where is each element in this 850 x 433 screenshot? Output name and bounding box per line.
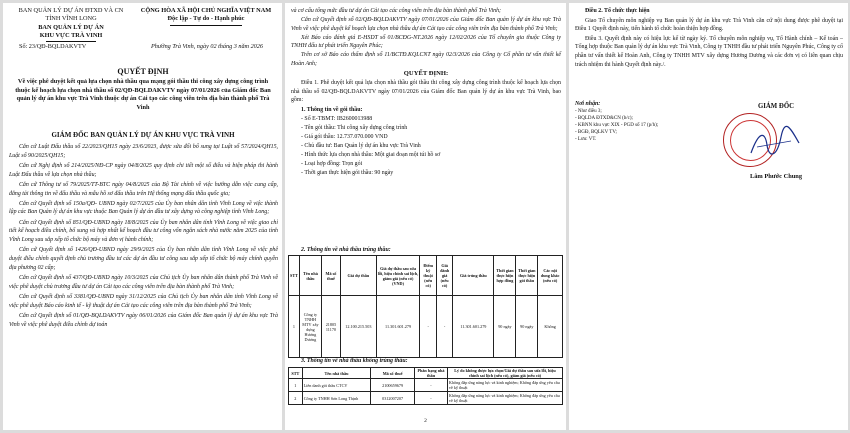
continued-paragraph: và cơ cấu tổng mức đầu tư dự án Cải tạo các công viên trên địa bàn thành phố Trà Vinh; <box>291 8 501 14</box>
table-header-cell: Tên nhà thầu <box>302 368 371 379</box>
bullet-item: - Chủ đầu tư: Ban Quản lý dự án khu vực Trà Vinh <box>301 142 421 149</box>
basis-paragraph: Trên cơ sở Báo cáo thẩm định số 11/BCTĐ.KQLCNT ngày 02/3/2026 của Công ty Cổ phần tư vấn thiết kế Hoàn Anh; <box>291 52 561 68</box>
table-row <box>289 379 563 392</box>
page3-body <box>575 7 843 70</box>
issuing-agency <box>7 7 135 42</box>
table-cell: 11.301.601.279 <box>453 296 494 358</box>
recipient-item: - BQLDA ĐTXD&CN (b/c); <box>575 116 633 121</box>
legal-basis-paragraph: Căn cứ Luật Đấu thầu số 22/2023/QH15 ngày 23/6/2023, được sửa đổi bổ sung tại Luật số 57/2024/QH15, Luật số 90/2025/QH15; <box>9 144 278 159</box>
legal-basis-paragraph: Căn cứ Quyết định số 437/QĐ-UBND ngày 10/3/2025 của Chủ tịch Ủy ban nhân dân thành phố Trà Vinh về việc phê duyệt chủ trương đầu tư dự án Cải tạo các công viên trên địa bàn thành phố Trà Vinh; <box>9 274 278 290</box>
article-2-text: Giao Tổ chuyên môn nghiệp vụ Ban quản lý dự án khu vực Trà Vinh căn cứ nội dung được phê duyệt tại Điều 1 Quyết định này, tiến hành tổ chức hoàn thiện hợp đồng. <box>575 17 843 33</box>
nation-line-2: Độc lập - Tự do - Hạnh phúc <box>167 15 245 23</box>
table-cell: Công ty TNHH MTV xây dựng Hương Dương <box>299 296 321 358</box>
table-cell: - <box>415 379 448 392</box>
basis-paragraph: Xét Báo cáo đánh giá E-HSDT số 01/BCĐG-NT.2026 ngày 12/02/2026 của Tổ chuyên gia thuộc Công ty TNHH đấu tư phát triển Nguyên Phúc; <box>291 34 561 50</box>
nation-line-1: CỘNG HÒA XÃ HỘI CHỦ NGHĨA VIỆT NAM <box>140 7 272 14</box>
table-header-cell: Giá đánh giá (nếu có) <box>436 256 452 296</box>
document-date: Phường Trà Vinh, ngày 02 tháng 3 năm 2026 <box>151 43 263 50</box>
table-cell: 21805 11170 <box>321 296 340 358</box>
table-cell: 0312007207 <box>371 392 415 405</box>
table-cell: Công ty TNHH Sơn Long Thịnh <box>302 392 371 405</box>
document-page-1 <box>3 3 282 430</box>
table-cell: 90 ngày <box>516 296 538 358</box>
table-cell: 11.301.601.279 <box>376 296 420 358</box>
article-2-heading: Điều 2. Tổ chức thực hiện <box>585 8 650 14</box>
table-header-cell: Mã số thuế <box>321 256 340 296</box>
agency-line-2: TỈNH VĨNH LONG <box>45 15 97 23</box>
page2-body <box>291 7 561 178</box>
table-cell: - <box>436 296 452 358</box>
table-cell: - <box>415 392 448 405</box>
legal-basis-paragraph: Căn cứ Quyết định số 150a/QĐ- UBND ngày 02/7/2025 của Ủy ban nhân dân tỉnh Vĩnh Long về việc thành lập các Ban Quản lý dự án khu vực thuộc Ban Quản lý dự án đầu tư xây dựng và công nghiệp tỉnh Vĩnh Long; <box>9 200 278 216</box>
bullet-item: - Thời gian thực hiện gói thầu: 90 ngày <box>301 170 394 177</box>
bullet-item: - Số E-TBMT: IB2600013988 <box>301 115 373 122</box>
recipients-title: Nơi nhận: <box>575 101 601 107</box>
national-header <box>131 7 281 25</box>
table-header-cell: STT <box>289 256 300 296</box>
table-row <box>289 392 563 405</box>
basis-paragraph: Căn cứ Quyết định số 02/QĐ-BQLDAKVTV ngày 07/01/2026 của Giám đốc Ban quản lý dự án khu vực Trà Vinh về việc phê duyệt kế hoạch lựa chọn nhà thầu dự án Cải tạo các công viên trên địa bàn thành phố Trà Vinh; <box>291 17 561 32</box>
table-cell: 1 <box>289 379 303 392</box>
winning-bidder-table <box>288 255 563 358</box>
agency-line-3: BAN QUẢN LÝ DỰ ÁN <box>38 23 104 31</box>
article-1: Điều 1. Phê duyệt kết quả lựa chọn nhà thầu gói thầu thi công xây dựng công trình thuộc kế hoạch lựa chọn nhà thầu số 02/QĐ-BQLDAKVTV ngày 07/01/2026 của Giám đốc Ban quản lý dự án khu vực Trà Vinh, bao gồm: <box>291 80 561 104</box>
legal-basis-paragraph: Căn cứ Quyết định số 851/QĐ-UBND ngày 18/8/2025 của Ủy ban nhân dân tỉnh Vĩnh Long về việc giao chỉ tiết kế hoạch điều chỉnh, bổ sung và hợp nhất kế hoạch đầu tư công vốn ngân sách nhà nước năm 2025 của tỉnh Vĩnh Long sau sắp xếp tổ chức bộ máy và đơn vị hành chính; <box>9 219 278 244</box>
recipient-item: - Lưu: VT. <box>575 137 597 142</box>
table-cell: Liên danh gói thầu CTCV <box>302 379 371 392</box>
agency-underline <box>46 41 96 42</box>
section-2-heading: 2. Thông tin về nhà thầu trúng thầu: <box>301 247 391 253</box>
legal-basis-paragraph: Căn cứ Quyết định số 1426/QĐ-UBND ngày 29/9/2025 của Ủy ban nhân dân tỉnh Vĩnh Long về việc phê duyệt điều chỉnh quyết định chủ trương đầu tư các dự án đầu tư công sau sắp xếp tổ chức bộ máy chính quyền địa phương 02 cấp; <box>9 247 278 271</box>
table-header-cell: Các nội dung khác (nếu có) <box>538 256 563 296</box>
bullet-item: - Loại hợp đồng: Trọn gói <box>301 161 363 168</box>
recipients <box>575 101 695 143</box>
recipient-item: - KBNN khu vực XIX - PGD số 17 (p/h); <box>575 123 659 128</box>
table-header-row <box>289 256 563 296</box>
legal-basis-paragraph: Căn cứ Quyết định số 01/QĐ-BQLDAKVTV ngày 06/01/2026 của Giám đốc Ban quản lý dự án khu vực Trà Vinh về việc phê duyệt điều chỉnh dự toán <box>9 312 278 328</box>
decision-title: QUYẾT ĐỊNH <box>117 67 169 76</box>
table-header-cell: Giá trúng thầu <box>453 256 494 296</box>
legal-bases <box>9 143 278 331</box>
losing-bidders-table <box>288 367 563 405</box>
table-header-cell: Điểm kỹ thuật (nếu có) <box>420 256 436 296</box>
table-cell: 1 <box>289 296 300 358</box>
table-header-cell: Giá dự thầu <box>341 256 377 296</box>
article-3: Điều 3. Quyết định này có hiệu lực kể từ ngày ký. Tổ chuyên môn nghiệp vụ, Tổ Hành chính – Kế toán – Tổng hợp thuộc Ban quản lý dự án khu vực Trà Vinh, Công ty TNHH đầu tư phát triển Nguyên Phúc, Công ty cổ phần tư vấn thiết kế Hoàn Anh, Công ty TNHH MTV xây dựng Hương Dương và các đơn vị có liên quan chịu trách nhiệm thi hành Quyết định này./. <box>575 35 843 68</box>
table-cell: - <box>420 296 436 358</box>
decision-subject: Về việc phê duyệt kết quả lựa chọn nhà thầu qua mạng gói thầu thi công xây dựng công trình thuộc kế hoạch lựa chọn nhà thầu số 02/QĐ-BQLDAKVTV ngày 07/01/2026 của Giám đốc Ban quản lý dự án khu vực Trà Vinh thuộc dự án Cải tạo các công viên trên địa bàn thành phố Trà Vinh <box>15 78 271 111</box>
nation-underline <box>170 25 242 26</box>
signature-mark <box>747 123 803 163</box>
table-cell: Không đáp ứng năng lực và kinh nghiệm; Không đáp ứng yêu cầu về kỹ thuật <box>447 379 562 392</box>
table-header-cell: Tên nhà thầu <box>299 256 321 296</box>
page-number: 2 <box>424 418 427 424</box>
legal-basis-paragraph: Căn cứ Thông tư số 79/2025/TT-BTC ngày 04/8/2025 của Bộ Tài chính về việc hướng dẫn việc cung cấp, đăng tải thông tin về đấu thầu và mẫu hồ sơ đấu thầu trên Hệ thống mạng đấu thầu quốc gia; <box>9 181 278 197</box>
document-page-3 <box>569 3 848 430</box>
table-header-cell: Lý do không được lựa chọn/Giá dự thầu sau sửa lỗi, hiệu chỉnh sai lệch (nếu có), giảm giá (nếu có) <box>447 368 562 379</box>
section-3-heading: 3. Thông tin về nhà thầu không trúng thầu: <box>301 358 408 364</box>
agency-line-1: BAN QUẢN LÝ DỰ ÁN ĐTXD VÀ CN <box>18 7 124 14</box>
authority-heading: GIÁM ĐỐC BAN QUẢN LÝ DỰ ÁN KHU VỰC TRÀ VINH <box>51 131 235 139</box>
table-cell: Không <box>538 296 563 358</box>
table-cell: 2 <box>289 392 303 405</box>
recipient-item: - Như điều 3; <box>575 109 602 114</box>
table-header-row <box>289 368 563 379</box>
legal-basis-paragraph: Căn cứ Nghị định số 214/2025/NĐ-CP ngày 04/8/2025 quy định chi tiết một số điều và biện pháp thi hành Luật Đấu thầu về lựa chọn nhà thầu; <box>9 162 278 178</box>
agency-line-4: KHU VỰC TRÀ VINH <box>39 31 103 39</box>
table-header-cell: Mã số thuế <box>371 368 415 379</box>
table-cell: 2100659679 <box>371 379 415 392</box>
table-cell: Không đáp ứng năng lực và kinh nghiệm; Không đáp ứng yêu cầu về kỹ thuật <box>447 392 562 405</box>
section-1-heading: 1. Thông tin về gói thầu: <box>301 106 363 113</box>
table-header-cell: Phân hạng nhà thầu <box>415 368 448 379</box>
table-header-cell: STT <box>289 368 303 379</box>
bullet-item: - Hình thức lựa chọn nhà thầu: Một giai đoạn một túi hồ sơ <box>301 152 441 158</box>
decision-heading: QUYẾT ĐỊNH: <box>403 69 449 77</box>
table-cell: 12.100.215.503 <box>341 296 377 358</box>
legal-basis-paragraph: Căn cứ Quyết định số 3381/QĐ-UBND ngày 31/12/2025 của Chủ tịch Ủy ban nhân dân tỉnh Vĩnh Long về việc phê duyệt Báo cáo kinh tế - kỹ thuật dự án Cải tạo các công viên trên địa bàn thành phố Trà Vinh; <box>9 293 278 309</box>
table-header-cell: Giá dự thầu sau sửa lỗi, hiệu chỉnh sai lệch, giảm giá (nếu có) (VND) <box>376 256 420 296</box>
table-header-cell: Thời gian thực hiện gói thầu <box>516 256 538 296</box>
bullet-item: - Giá gói thầu: 12.737.070.000 VND <box>301 133 388 140</box>
recipient-item: - BGĐ, BQLKV TV; <box>575 130 617 135</box>
signer-title: GIÁM ĐỐC <box>757 103 795 110</box>
table-cell: 90 ngày <box>494 296 516 358</box>
document-page-2 <box>285 3 566 430</box>
document-number: Số: 23/QĐ-BQLDAKVTV <box>19 43 87 50</box>
bullet-item: - Tên gói thầu: Thi công xây dựng công trình <box>301 124 408 131</box>
table-header-cell: Thời gian thực hiện hợp đồng <box>494 256 516 296</box>
table-row <box>289 296 563 358</box>
signer-name: Lâm Phước Chung <box>749 173 803 180</box>
